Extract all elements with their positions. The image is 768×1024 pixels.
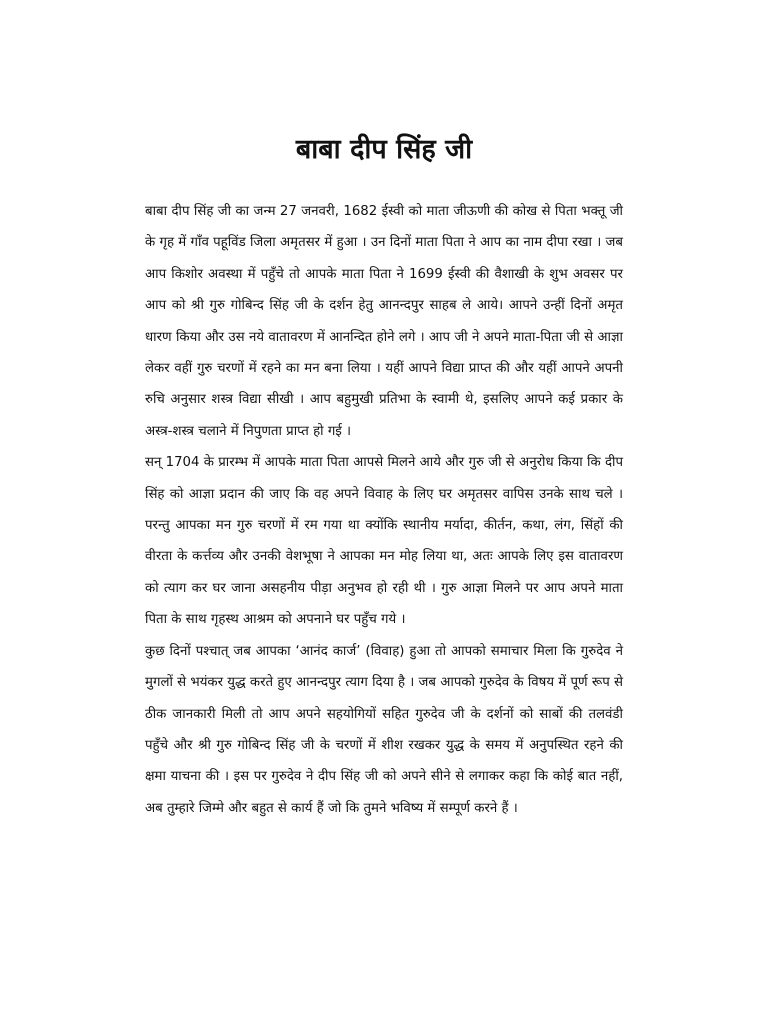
paragraph-3: कुछ दिनों पश्चात् जब आपका ‘आनंद कार्ज’ (विवाह) हुआ तो आपको समाचार मिला कि गुरुदेव ने मुगलों से भयंकर युद्ध करते हुए आनन्दपुर त्याग दिया है । जब आपको गुरुदेव के विषय में पूर्ण रूप से ठीक जानकारी मिली तो आप अपने सहयोगियों सहित गुरुदेव जी के दर्शनों को साबों की तलवंडी पहुँचे और श्री गुरु गोबिन्द सिंह जी के चरणों में शीश रखकर युद्ध के समय में अनुपस्थित रहने की क्षमा याचना की । इस पर गुरुदेव ने दीप सिंह जी को अपने सीने से लगाकर कहा कि कोई बात नहीं, अब तुम्हारे जिम्मे और बहुत से कार्य हैं जो कि तुमने भविष्य में सम्पूर्ण करने हैं ।: [145, 643, 623, 816]
page-title: बाबा दीप सिंह जी: [295, 134, 473, 165]
paragraph-1: बाबा दीप सिंह जी का जन्म 27 जनवरी, 1682 ईस्वी को माता जीऊणी की कोख से पिता भक्तू जी के गृह में गाँव पहूविंड जिला अमृतसर में हुआ । उन दिनों माता पिता ने आप का नाम दीपा रखा । जब आप किशोर अवस्था में पहुँचे तो आपके माता पिता ने 1699 ईस्वी की वैशाखी के शुभ अवसर पर आप को श्री गुरु गोबिन्द सिंह जी के दर्शन हेतु आनन्दपुर साहब ले आये। आपने उन्हीं दिनों अमृत धारण किया और उस नये वातावरण में आनन्दित होने लगे । आप जी ने अपने माता-पिता जी से आज्ञा लेकर वहीं गुरु चरणों में रहने का मन बना लिया । यहीं आपने विद्या प्राप्त की और यहीं आपने अपनी रुचि अनुसार शस्त्र विद्या सीखी । आप बहुमुखी प्रतिभा के स्वामी थे, इसलिए आपने कई प्रकार के अस्त्र-शस्त्र चलाने में निपुणता प्राप्त हो गई ।: [145, 204, 623, 439]
document-body: [145, 196, 623, 824]
paragraph-2: सन् 1704 के प्रारम्भ में आपके माता पिता आपसे मिलने आये और गुरु जी से अनुरोध किया कि दीप सिंह को आज्ञा प्रदान की जाए कि वह अपने विवाह के लिए घर अमृतसर वापिस उनके साथ चले । परन्तु आपका मन गुरु चरणों में रम गया था क्योंकि स्थानीय मर्यादा, कीर्तन, कथा, लंग, सिंहों की वीरता के कर्त्तव्य और उनकी वेशभूषा ने आपका मन मोह लिया था, अतः आपके लिए इस वातावरण को त्याग कर घर जाना असहनीय पीड़ा अनुभव हो रही थी । गुरु आज्ञा मिलने पर आप अपने माता पिता के साथ गृहस्थ आश्रम को अपनाने घर पहुँच गये ।: [145, 455, 623, 628]
